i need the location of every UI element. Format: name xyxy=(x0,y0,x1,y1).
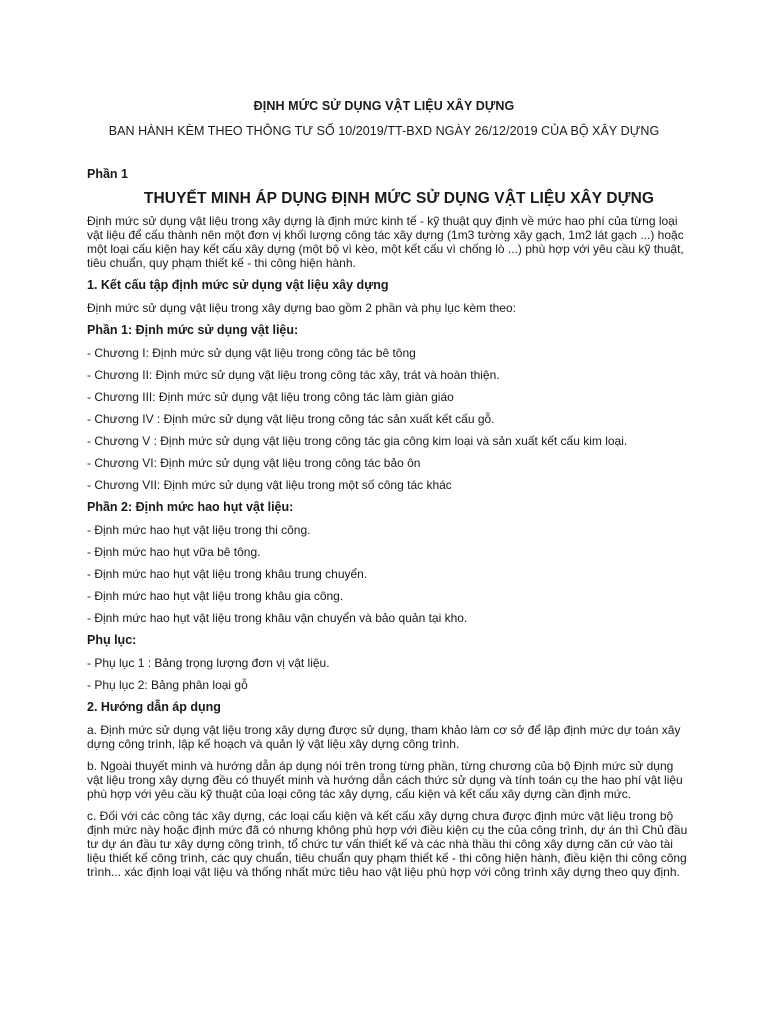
section-1-intro: Định mức sử dụng vật liệu trong xây dựng bao gồm 2 phần và phụ lục kèm theo: xyxy=(87,301,517,315)
guidance-paragraph-a: a. Định mức sử dụng vật liệu trong xây dựng được sử dụng, tham khảo làm cơ sở để lập định mức dự toán xây dựng công trình, lập kế hoạch và quản lý vật liệu xây dựng công trình. xyxy=(87,723,681,751)
list-item: - Chương II: Định mức sử dụng vật liệu trong công tác xây, trát và hoàn thiện. xyxy=(87,368,500,382)
list-item: - Chương VI: Định mức sử dụng vật liệu trong công tác bảo ôn xyxy=(87,456,421,470)
section-2-heading: 2. Hướng dẫn áp dụng xyxy=(87,700,221,714)
part-2-heading: Phần 2: Định mức hao hụt vật liệu: xyxy=(87,500,294,514)
list-item: - Chương V : Định mức sử dụng vật liệu trong công tác gia công kim loại và sản xuất kết cấu kim loại. xyxy=(87,434,628,448)
list-item: - Phụ lục 1 : Bảng trọng lượng đơn vị vật liệu. xyxy=(87,656,330,670)
document-title: ĐỊNH MỨC SỬ DỤNG VẬT LIỆU XÂY DỰNG xyxy=(253,99,515,113)
intro-paragraph: Định mức sử dụng vật liệu trong xây dựng là định mức kinh tế - kỹ thuật quy định về mức hao phí của từng loại vật liệu để cấu thành nên một đơn vị khối lượng công tác xây dựng (1m3 tường xây gạch, 1m2 lát gạch ...) hoặc một loại cấu kiện hay kết cấu xây dựng (một bộ vì kèo, một kết cấu vì chống lò ...) phù hợp với yêu cầu kỹ thuật, tiêu chuẩn, quy phạm thiết kế - thi công hiện hành. xyxy=(87,214,684,270)
list-item: - Chương I: Định mức sử dụng vật liệu trong công tác bê tông xyxy=(87,346,416,360)
document-subtitle: BAN HÀNH KÈM THEO THÔNG TƯ SỐ 10/2019/TT-BXD NGÀY 26/12/2019 CỦA BỘ XÂY DỰNG xyxy=(108,124,660,138)
list-item: - Chương VII: Định mức sử dụng vật liệu trong một số công tác khác xyxy=(87,478,452,492)
appendix-heading: Phụ lục: xyxy=(87,633,137,647)
list-item: - Định mức hao hụt vật liệu trong khâu vận chuyển và bảo quản tại kho. xyxy=(87,611,468,625)
section-1-heading: 1. Kết cấu tập định mức sử dụng vật liệu xây dựng xyxy=(87,278,389,292)
list-item: - Định mức hao hụt vữa bê tông. xyxy=(87,545,261,559)
document-body xyxy=(87,167,691,887)
list-item: - Phụ lục 2: Bảng phân loại gỗ xyxy=(87,678,248,692)
list-item: - Định mức hao hụt vật liệu trong thi công. xyxy=(87,523,311,537)
part-title: THUYẾT MINH ÁP DỤNG ĐỊNH MỨC SỬ DỤNG VẬT LIỆU XÂY DỰNG xyxy=(143,190,655,207)
list-item: - Định mức hao hụt vật liệu trong khâu trung chuyển. xyxy=(87,567,368,581)
guidance-paragraph-b: b. Ngoài thuyết minh và hướng dẫn áp dụng nói trên trong từng phần, từng chương của bộ Định mức sử dụng vật liệu trong xây dựng đều có thuyết minh và hướng dẫn cách thức sử dụng và tính toán cụ the hao phí vật liệu phù hợp với yêu cầu kỹ thuật của loại công tác xây dựng, cấu kiện và kết cấu xây dựng cần định mức. xyxy=(87,759,683,801)
list-item: - Định mức hao hụt vật liệu trong khâu gia công. xyxy=(87,589,344,603)
part-label: Phần 1 xyxy=(87,167,128,181)
guidance-paragraph-c: c. Đối với các công tác xây dựng, các loại cấu kiện và kết cấu xây dựng chưa được định mức vật liệu trong bộ định mức này hoặc định mức đã có nhưng không phù hợp với điều kiện cụ the của công trình, dự án thì Chủ đầu tư dự án đầu tư xây dựng công trình, tổ chức tư vấn thiết kế và các nhà thầu thi công xây dựng căn cứ vào tài liệu thiết kế công trình, các quy chuẩn, tiêu chuẩn quy phạm thiết kế - thi công hiện hành, điều kiện thi công công trình... xác định loại vật liệu và thống nhất mức tiêu hao vật liệu phù hợp với công trình xây dựng theo quy định. xyxy=(87,809,688,879)
list-item: - Chương IV : Định mức sử dụng vật liệu trong công tác sản xuất kết cấu gỗ. xyxy=(87,412,495,426)
part-1-heading: Phần 1: Định mức sử dụng vật liệu: xyxy=(87,323,299,337)
list-item: - Chương III: Định mức sử dụng vật liệu trong công tác làm giàn giáo xyxy=(87,390,454,404)
